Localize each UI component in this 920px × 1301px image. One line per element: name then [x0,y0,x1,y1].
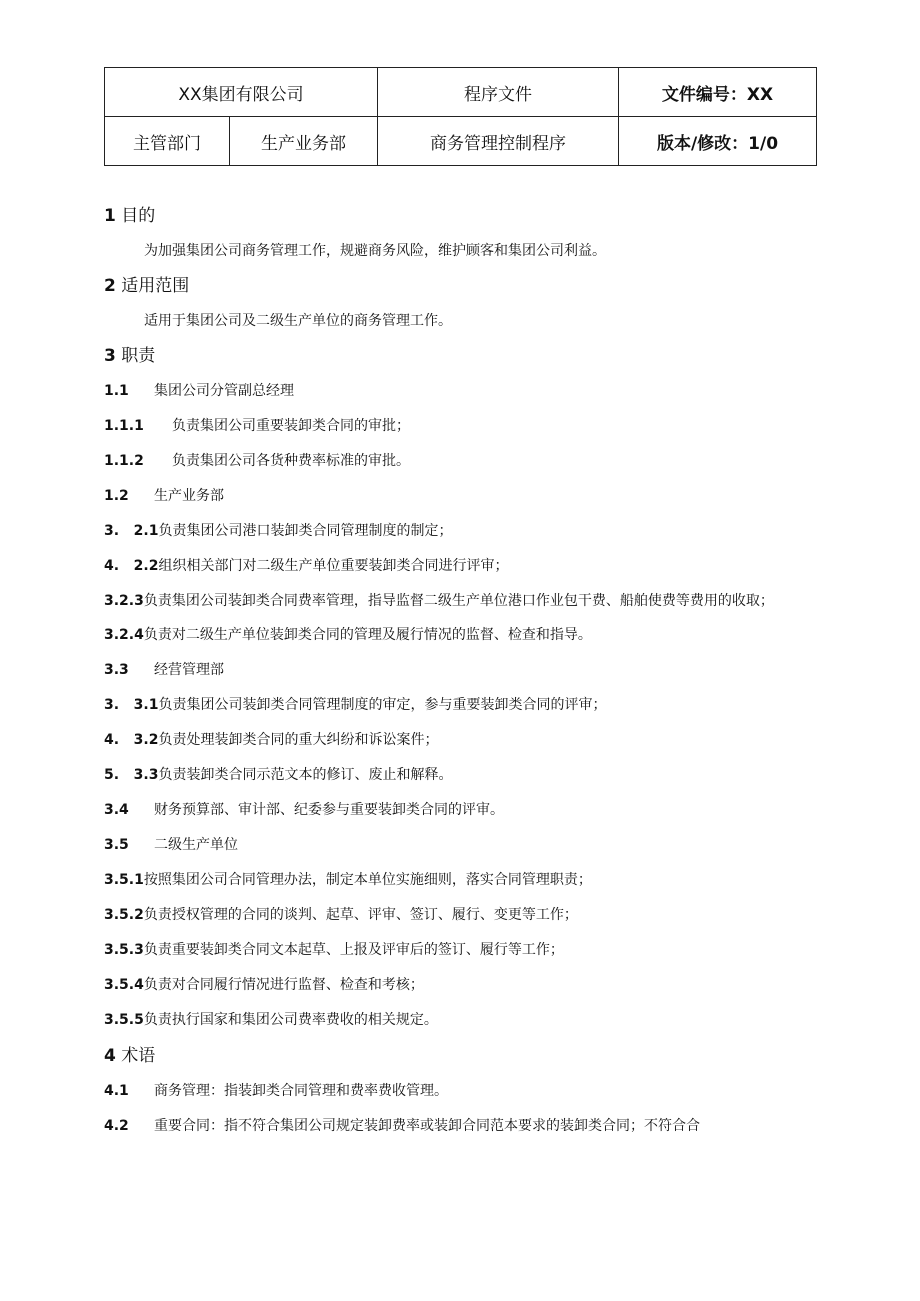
clause-number: 4.2 [104,1118,129,1134]
clause-item [104,723,816,758]
section-number: 4 [104,1046,116,1066]
clause-number: 3. 3.1 [104,697,159,713]
clause-text: 商务管理：指装卸类合同管理和费率费收管理。 [154,1083,448,1099]
clause-item [104,374,816,409]
clause-number: 4.1 [104,1083,129,1099]
clause-item [104,1109,816,1144]
clause-text: 负责授权管理的合同的谈判、起草、评审、签订、履行、变更等工作； [143,907,578,923]
clause-text: 负责集团公司各货种费率标准的审批。 [172,453,410,469]
clause-number: 1.1 [104,383,129,399]
section-number: 2 [104,276,116,296]
clause-text: 集团公司分管副总经理 [154,383,294,399]
section-title: 职责 [121,346,156,366]
version-cell: 版本/修改：1/0 [619,117,817,166]
clause-item [104,584,816,618]
clause-item [104,828,816,863]
clause-item [104,863,816,898]
department-label-cell: 主管部门 [105,117,230,166]
clause-item [104,898,816,933]
section-heading-scope [104,268,816,304]
clause-item [104,479,816,514]
department-value-cell: 生产业务部 [230,117,378,166]
document-number-cell: 文件编号：XX [619,68,817,117]
section-title: 适用范围 [121,276,190,296]
clause-number: 1.2 [104,488,129,504]
section-heading-terms [104,1038,816,1074]
clause-text: 组织相关部门对二级生产单位重要装卸类合同进行评审； [158,558,509,574]
document-header-table [104,67,817,166]
company-name-cell: XX集团有限公司 [105,68,378,117]
clause-number: 3.5.3 [104,942,144,958]
clause-text: 负责对合同履行情况进行监督、检查和考核； [143,977,424,993]
clause-number: 3.5.4 [104,977,144,993]
purpose-paragraph: 为加强集团公司商务管理工作，规避商务风险，维护顾客和集团公司利益。 [144,243,606,259]
clause-text: 负责集团公司装卸类合同费率管理，指导监督二级生产单位港口作业包干费、船舶使费等费用的收取； [143,593,774,609]
clause-number: 3.5.2 [104,907,144,923]
section-number: 3 [104,346,116,366]
clause-number: 1.1.2 [104,453,144,469]
clause-number: 3.4 [104,802,129,818]
clause-item [104,793,816,828]
clause-item [104,514,816,549]
clause-text: 负责处理装卸类合同的重大纠纷和诉讼案件； [158,732,439,748]
clause-item [104,1074,816,1109]
clause-item [104,933,816,968]
clause-number: 3.5.5 [104,1012,144,1028]
clause-text: 负责集团公司重要装卸类合同的审批； [172,418,410,434]
clause-item [104,1003,816,1038]
clause-text: 二级生产单位 [154,837,238,853]
clause-item [104,968,816,1003]
clause-text: 财务预算部、审计部、纪委参与重要装卸类合同的评审。 [154,802,504,818]
clause-text: 负责重要装卸类合同文本起草、上报及评审后的签订、履行等工作； [143,942,564,958]
procedure-name-cell: 商务管理控制程序 [378,117,619,166]
clause-text: 重要合同：指不符合集团公司规定装卸费率或装卸合同范本要求的装卸类合同；不符合合 [154,1118,700,1134]
clause-text: 负责执行国家和集团公司费率费收的相关规定。 [143,1012,438,1028]
clause-text: 负责装卸类合同示范文本的修订、废止和解释。 [158,767,453,783]
section-number: 1 [104,206,116,226]
section-heading-purpose [104,198,816,234]
document-type-cell: 程序文件 [378,68,619,117]
clause-text: 经营管理部 [154,662,224,678]
clause-item [104,758,816,793]
section-title: 目的 [121,206,156,226]
clause-text: 负责集团公司港口装卸类合同管理制度的制定； [158,523,453,539]
clause-text: 按照集团公司合同管理办法，制定本单位实施细则，落实合同管理职责； [143,872,592,888]
clause-item [104,409,816,444]
clause-number: 4. 3.2 [104,732,159,748]
clause-number: 3.2.4 [104,627,144,643]
clause-item [104,618,816,653]
clause-number: 3.5 [104,837,129,853]
clause-text: 负责对二级生产单位装卸类合同的管理及履行情况的监督、检查和指导。 [143,627,592,643]
document-body [104,198,816,1144]
clause-item [104,549,816,584]
clause-number: 1.1.1 [104,418,144,434]
section-title: 术语 [121,1046,156,1066]
section-heading-responsibilities [104,338,816,374]
clause-number: 5. 3.3 [104,767,159,783]
clause-text: 生产业务部 [154,488,224,504]
clause-item [104,653,816,688]
clause-number: 3. 2.1 [104,523,159,539]
clause-number: 3.2.3 [104,593,144,609]
clause-item [104,688,816,723]
clause-item [104,444,816,479]
clause-number: 4. 2.2 [104,558,159,574]
clause-text: 负责集团公司装卸类合同管理制度的审定，参与重要装卸类合同的评审； [158,697,607,713]
clause-number: 3.3 [104,662,129,678]
scope-paragraph: 适用于集团公司及二级生产单位的商务管理工作。 [144,313,452,329]
clause-number: 3.5.1 [104,872,144,888]
